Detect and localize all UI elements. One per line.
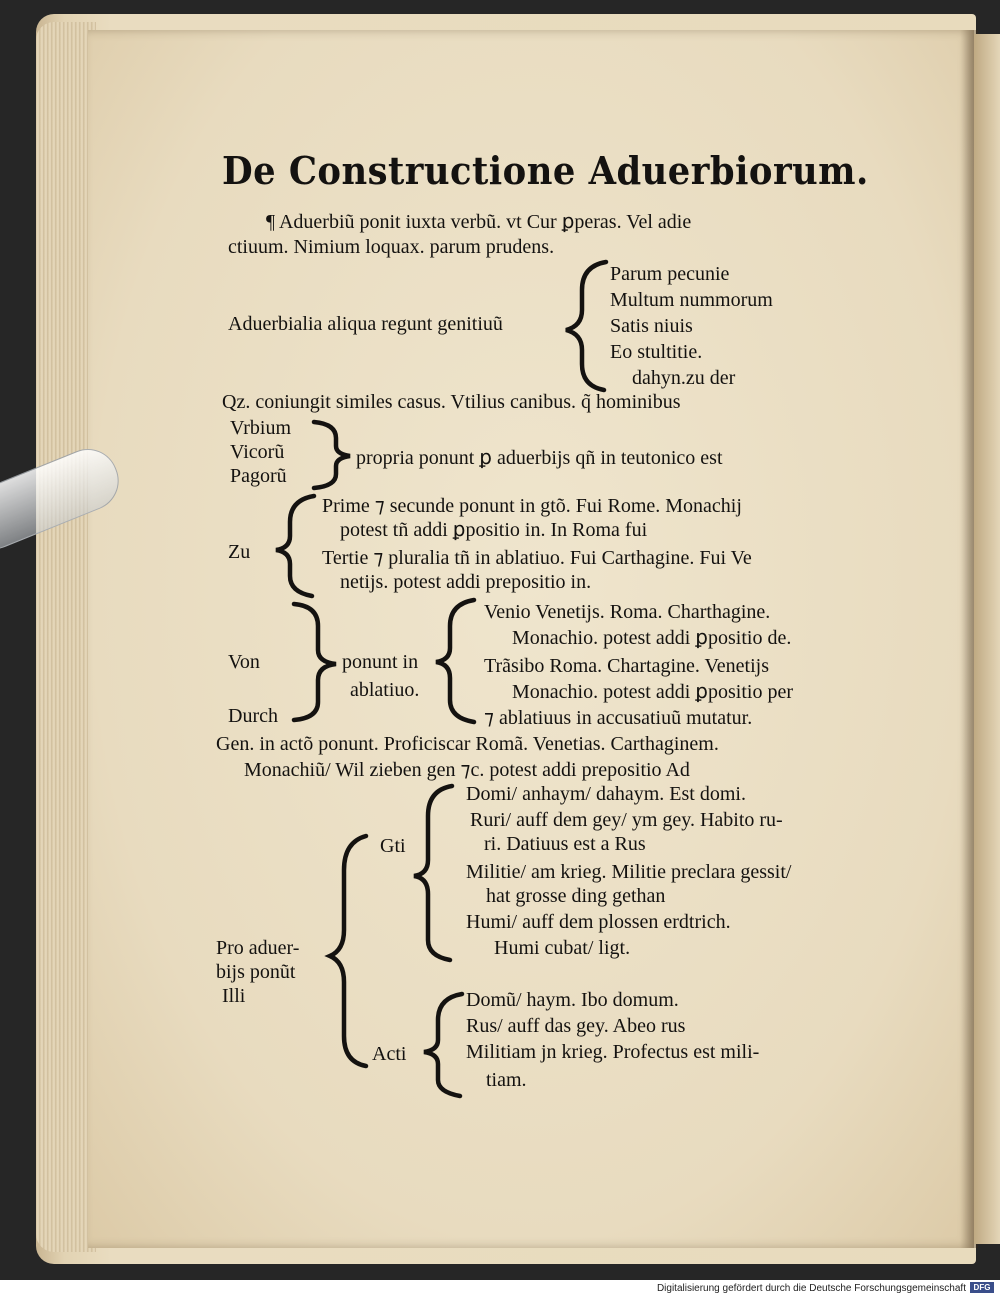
von-line: Monachio. potest addi ꝑpositio per [512,681,793,703]
von-label: Von [228,651,260,673]
dfg-logo: DFG [970,1282,994,1293]
acti-line: Militiam jn krieg. Profectus est mili- [466,1041,760,1063]
durch-label: Durch [228,705,278,727]
intro-line-1: ¶ Aduerbiũ ponit iuxta verbũ. vt Cur ꝑperas. Vel adie [266,211,692,233]
place-name: Vicorũ [230,441,285,463]
gen-line-1: Gen. in actõ ponunt. Proficiscar Romã. Venetias. Carthaginem. [216,733,719,755]
adverbs-label: Illi [222,985,246,1007]
acti-line: Domũ/ haym. Ibo domum. [466,989,679,1011]
von-middle: ponunt in [342,651,419,673]
gti-line: Militie/ am krieg. Militie preclara gessit/ [466,861,792,883]
place-name: Vrbium [230,417,292,439]
gen-line-2: Monachiũ/ Wil zieben gen ⁊c. potest addi prepositio Ad [244,759,690,781]
acti-line: tiam. [486,1069,527,1091]
zu-line: potest tñ addi ꝑpositio in. In Roma fui [340,519,648,541]
genitive-label: Aduerbialia aliqua regunt genitiuũ [228,313,503,335]
gti-label: Gti [380,835,406,857]
genitive-item: Eo stultitie. [610,341,703,363]
genitive-brace [566,262,606,390]
gti-line: hat grosse ding gethan [486,885,666,907]
gti-line: Humi/ auff dem plossen erdtrich. [466,911,731,933]
zu-line: Prime ⁊ secunde ponunt in gtõ. Fui Rome. Monachij [322,495,742,517]
gti-line: Domi/ anhaym/ dahaym. Est domi. [466,783,746,805]
adverbs-brace [330,836,366,1066]
place-name: Pagorũ [230,465,287,487]
von-line: Monachio. potest addi ꝑpositio de. [512,627,792,649]
zu-brace [276,496,314,596]
footer-credit: Digitalisierung gefördert durch die Deutsche Forschungsgemeinschaft [656,1283,966,1294]
acti-brace [424,994,462,1096]
genitive-item: Multum nummorum [610,289,773,311]
genitive-item: Parum pecunie [610,263,730,285]
gti-line: Ruri/ auff dem gey/ ym gey. Habito ru- [470,809,783,831]
adverbs-label: Pro aduer- [216,937,300,959]
place-names-text: propria ponunt ꝑ aduerbijs qñ in teutonico est [356,447,723,469]
page-title: De Constructione Aduerbiorum. [222,148,869,193]
von-line: Trãsibo Roma. Chartagine. Venetijs [484,655,769,677]
genitive-gloss: dahyn.zu der [632,367,736,389]
intro-line-2: ctiuum. Nimium loquax. parum prudens. [228,236,555,258]
von-close-brace [294,604,336,720]
von-open-brace [436,600,474,722]
genitive-item: Satis niuis [610,315,693,337]
von-line: ⁊ ablatiuus in accusatiuũ mutatur. [484,707,753,729]
acti-line: Rus/ auff das gey. Abeo rus [466,1015,686,1037]
adverbs-label: bijs ponũt [216,961,296,983]
place-names-close-brace [314,422,350,488]
quam-line: Qz. coniungit similes casus. Vtilius canibus. q̃ hominibus [222,391,681,413]
zu-line: netijs. potest addi prepositio in. [340,571,592,593]
gti-line: ri. Datiuus est a Rus [484,833,646,855]
von-line: Venio Venetijs. Roma. Charthagine. [484,601,771,623]
von-middle: ablatiuo. [350,679,420,701]
gti-line: Humi cubat/ ligt. [494,937,631,959]
zu-label: Zu [228,541,251,563]
zu-line: Tertie ⁊ pluralia tñ in ablatiuo. Fui Carthagine. Fui Ve [322,547,752,569]
gti-brace [414,786,452,960]
acti-label: Acti [372,1043,407,1065]
